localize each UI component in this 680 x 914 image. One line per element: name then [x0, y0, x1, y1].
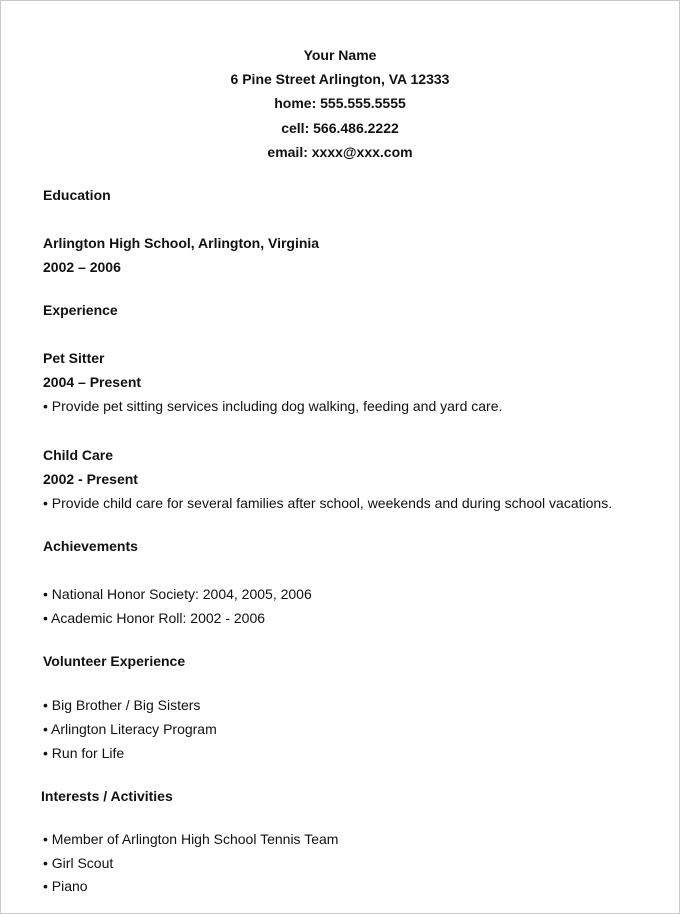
school-years: 2002 – 2006: [43, 259, 121, 275]
job-title: Child Care: [43, 447, 114, 463]
list-item: • Arlington Literacy Program: [43, 721, 217, 737]
cell-phone: cell: 566.486.2222: [281, 120, 399, 136]
job-bullet: • Provide child care for several families after school, weekends and during school vacations.: [43, 495, 613, 511]
achievements-heading: Achievements: [43, 538, 138, 554]
job-dates: 2002 - Present: [43, 471, 138, 487]
list-item: • Big Brother / Big Sisters: [43, 697, 201, 713]
list-item: • Academic Honor Roll: 2002 - 2006: [43, 610, 266, 626]
job-bullet: • Provide pet sitting services including dog walking, feeding and yard care.: [43, 398, 503, 414]
home-phone: home: 555.555.5555: [274, 95, 406, 111]
volunteer-heading: Volunteer Experience: [43, 653, 186, 669]
interests-heading: Interests / Activities: [41, 788, 173, 804]
address: 6 Pine Street Arlington, VA 12333: [230, 71, 450, 87]
list-item: • Piano: [43, 878, 88, 894]
school: Arlington High School, Arlington, Virginia: [43, 235, 320, 251]
job-title: Pet Sitter: [43, 350, 105, 366]
email: email: xxxx@xxx.com: [267, 144, 413, 160]
name: Your Name: [303, 47, 377, 63]
job-dates: 2004 – Present: [43, 374, 142, 390]
list-item: • Run for Life: [43, 745, 125, 761]
list-item: • Girl Scout: [43, 855, 114, 871]
list-item: • Member of Arlington High School Tennis Team: [43, 831, 339, 847]
list-item: • National Honor Society: 2004, 2005, 2006: [43, 586, 312, 602]
education-heading: Education: [43, 187, 111, 203]
experience-heading: Experience: [43, 302, 118, 318]
